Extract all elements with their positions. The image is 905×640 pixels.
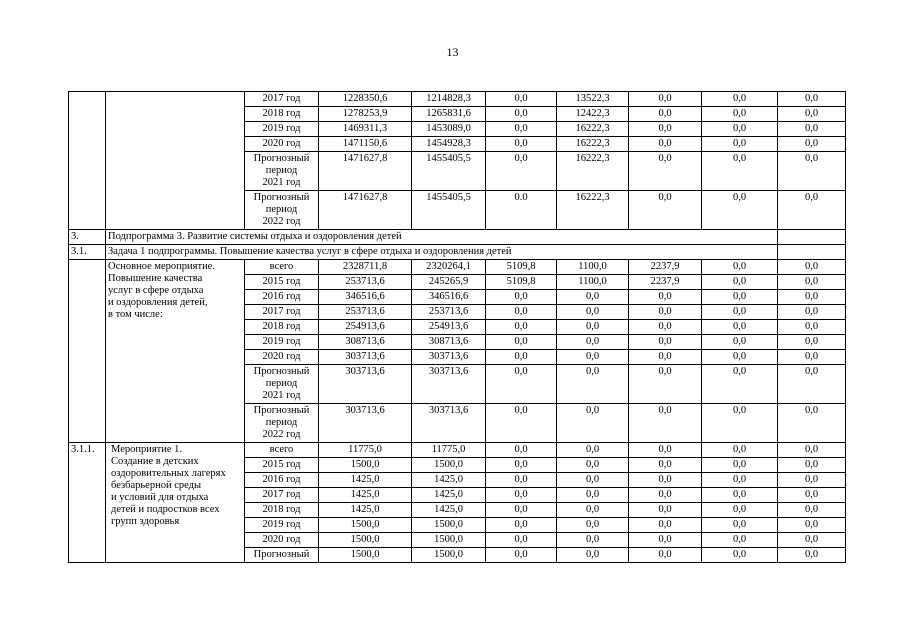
year-cell-forecast: Прогнозный период 2021 год — [245, 365, 319, 404]
year-cell: 2015 год — [245, 275, 319, 290]
value-cell: 0,0 — [702, 548, 778, 563]
value-cell: 1500,0 — [412, 533, 486, 548]
value-cell: 0,0 — [702, 152, 778, 191]
event-title-line: безбарьерной среды — [111, 480, 202, 491]
value-cell: 0,0 — [702, 92, 778, 107]
year-cell: 2016 год — [245, 473, 319, 488]
value-cell: 1453089,0 — [412, 122, 486, 137]
value-cell: 0,0 — [778, 107, 846, 122]
title-cell — [106, 92, 245, 230]
value-cell: 0,0 — [778, 290, 846, 305]
section-row — [69, 230, 846, 245]
value-cell: 2328711,8 — [319, 260, 412, 275]
value-cell: 0,0 — [702, 320, 778, 335]
table-row — [69, 92, 846, 107]
value-cell: 0,0 — [778, 305, 846, 320]
value-cell: 0,0 — [486, 290, 557, 305]
value-cell: 0,0 — [702, 473, 778, 488]
value-cell: 0,0 — [778, 518, 846, 533]
event-title-line: детей и подростков всех — [111, 504, 220, 515]
value-cell: 254913,6 — [412, 320, 486, 335]
value-cell: 0,0 — [778, 122, 846, 137]
section-tail — [778, 230, 846, 245]
section-title: Подпрограмма 3. Развитие системы отдыха и оздоровления детей — [106, 230, 778, 245]
value-cell: 0,0 — [702, 365, 778, 404]
value-cell: 0,0 — [486, 365, 557, 404]
value-cell: 0,0 — [702, 458, 778, 473]
value-cell: 0,0 — [557, 320, 629, 335]
value-cell: 16222,3 — [557, 122, 629, 137]
value-cell: 1425,0 — [319, 473, 412, 488]
value-cell: 0,0 — [778, 152, 846, 191]
value-cell: 0,0 — [778, 320, 846, 335]
value-cell: 11775,0 — [319, 443, 412, 458]
value-cell: 303713,6 — [319, 404, 412, 443]
value-cell: 2237,9 — [629, 260, 702, 275]
value-cell: 0,0 — [702, 290, 778, 305]
value-cell: 1471150,6 — [319, 137, 412, 152]
value-cell: 0,0 — [702, 533, 778, 548]
value-cell: 0,0 — [778, 92, 846, 107]
value-cell: 16222,3 — [557, 152, 629, 191]
value-cell: 1469311,3 — [319, 122, 412, 137]
value-cell: 0,0 — [629, 290, 702, 305]
value-cell: 0,0 — [778, 548, 846, 563]
code-cell — [69, 92, 106, 230]
value-cell: 1100,0 — [557, 260, 629, 275]
value-cell: 303713,6 — [319, 365, 412, 404]
value-cell: 0,0 — [629, 335, 702, 350]
section-row — [69, 245, 846, 260]
value-cell: 253713,6 — [319, 305, 412, 320]
event-title-line: групп здоровья — [111, 516, 180, 527]
value-cell: 0,0 — [702, 260, 778, 275]
year-cell-forecast: Прогнозный период 2022 год — [245, 191, 319, 230]
value-cell: 1454928,3 — [412, 137, 486, 152]
value-cell: 1425,0 — [319, 488, 412, 503]
value-cell: 0,0 — [557, 458, 629, 473]
year-cell: Прогнозный — [245, 548, 319, 563]
value-cell: 0,0 — [702, 275, 778, 290]
value-cell: 245265,9 — [412, 275, 486, 290]
year-cell: 2019 год — [245, 335, 319, 350]
code-cell — [69, 260, 106, 443]
value-cell: 0,0 — [778, 137, 846, 152]
value-cell: 0,0 — [629, 473, 702, 488]
event-title-line: услуг в сфере отдыха — [108, 285, 204, 296]
value-cell: 0,0 — [557, 518, 629, 533]
section-tail — [778, 245, 846, 260]
event-title-line: Основное мероприятие. — [108, 261, 215, 272]
section-title: Задача 1 подпрограммы. Повышение качества услуг в сфере отдыха и оздоровления детей — [106, 245, 778, 260]
value-cell: 1425,0 — [412, 488, 486, 503]
value-cell: 0,0 — [629, 404, 702, 443]
value-cell: 0,0 — [778, 191, 846, 230]
value-cell: 0,0 — [486, 335, 557, 350]
year-cell: 2020 год — [245, 350, 319, 365]
value-cell: 0,0 — [778, 488, 846, 503]
value-cell: 0,0 — [702, 488, 778, 503]
value-cell: 0.0 — [486, 191, 557, 230]
value-cell: 0,0 — [702, 122, 778, 137]
value-cell: 1455405,5 — [412, 152, 486, 191]
page-number: 13 — [446, 45, 459, 59]
value-cell: 0,0 — [486, 92, 557, 107]
value-cell: 0,0 — [557, 350, 629, 365]
value-cell: 16222,3 — [557, 191, 629, 230]
value-cell: 0,0 — [778, 260, 846, 275]
year-cell: 2017 год — [245, 488, 319, 503]
value-cell: 254913,6 — [319, 320, 412, 335]
event-title-line: Создание в детских — [111, 456, 199, 467]
value-cell: 1265831,6 — [412, 107, 486, 122]
year-cell-forecast: Прогнозный период 2021 год — [245, 152, 319, 191]
value-cell: 0,0 — [486, 107, 557, 122]
value-cell: 0,0 — [778, 335, 846, 350]
value-cell: 0,0 — [486, 518, 557, 533]
value-cell: 0,0 — [557, 404, 629, 443]
value-cell: 1471627,8 — [319, 152, 412, 191]
value-cell: 1500,0 — [412, 458, 486, 473]
value-cell: 1455405,5 — [412, 191, 486, 230]
year-cell-forecast: Прогнозный период 2022 год — [245, 404, 319, 443]
value-cell: 5109,8 — [486, 275, 557, 290]
value-cell: 0,0 — [557, 305, 629, 320]
value-cell: 0,0 — [486, 458, 557, 473]
value-cell: 0,0 — [778, 443, 846, 458]
table-row — [69, 443, 846, 458]
value-cell: 0,0 — [629, 533, 702, 548]
section-code: 3. — [69, 230, 106, 245]
value-cell: 0,0 — [778, 473, 846, 488]
value-cell: 0,0 — [778, 503, 846, 518]
value-cell: 0,0 — [629, 488, 702, 503]
value-cell: 0,0 — [702, 191, 778, 230]
value-cell: 253713,6 — [319, 275, 412, 290]
value-cell: 2237,9 — [629, 275, 702, 290]
year-cell: 2018 год — [245, 107, 319, 122]
value-cell: 0,0 — [702, 335, 778, 350]
value-cell: 0,0 — [702, 518, 778, 533]
value-cell: 0,0 — [778, 458, 846, 473]
value-cell: 11775,0 — [412, 443, 486, 458]
event-title-line: и оздоровления детей, — [108, 297, 208, 308]
value-cell: 308713,6 — [412, 335, 486, 350]
value-cell: 0,0 — [778, 350, 846, 365]
value-cell: 303713,6 — [412, 404, 486, 443]
event-title-line: Мероприятие 1. — [111, 444, 183, 455]
value-cell: 0,0 — [557, 335, 629, 350]
section-code: 3.1. — [69, 245, 106, 260]
value-cell: 0,0 — [778, 275, 846, 290]
value-cell: 0,0 — [629, 107, 702, 122]
value-cell: 0,0 — [629, 137, 702, 152]
value-cell: 0,0 — [629, 92, 702, 107]
value-cell: 1500,0 — [319, 533, 412, 548]
value-cell: 0,0 — [629, 503, 702, 518]
value-cell: 1500,0 — [319, 458, 412, 473]
value-cell: 0,0 — [557, 473, 629, 488]
value-cell: 1228350,6 — [319, 92, 412, 107]
value-cell: 1500,0 — [319, 548, 412, 563]
value-cell: 12422,3 — [557, 107, 629, 122]
value-cell: 1100,0 — [557, 275, 629, 290]
budget-table — [68, 91, 846, 563]
value-cell: 0,0 — [486, 137, 557, 152]
value-cell: 1471627,8 — [319, 191, 412, 230]
value-cell: 1500,0 — [319, 518, 412, 533]
value-cell: 0,0 — [629, 365, 702, 404]
value-cell: 303713,6 — [412, 365, 486, 404]
year-cell: 2017 год — [245, 92, 319, 107]
year-cell: 2019 год — [245, 122, 319, 137]
value-cell: 0,0 — [557, 548, 629, 563]
value-cell: 1425,0 — [412, 473, 486, 488]
value-cell: 0,0 — [486, 473, 557, 488]
value-cell: 0,0 — [778, 365, 846, 404]
value-cell: 0,0 — [702, 350, 778, 365]
value-cell: 303713,6 — [412, 350, 486, 365]
value-cell: 0,0 — [629, 548, 702, 563]
year-cell: всего — [245, 260, 319, 275]
event-title-line: Повышение качества — [108, 273, 203, 284]
value-cell: 0,0 — [486, 548, 557, 563]
value-cell: 0,0 — [557, 365, 629, 404]
value-cell: 346516,6 — [319, 290, 412, 305]
value-cell: 253713,6 — [412, 305, 486, 320]
value-cell: 0,0 — [486, 404, 557, 443]
value-cell: 0,0 — [486, 152, 557, 191]
value-cell: 0,0 — [486, 305, 557, 320]
value-cell: 0,0 — [702, 305, 778, 320]
year-cell: 2019 год — [245, 518, 319, 533]
event-title-line: в том числе: — [108, 309, 163, 320]
value-cell: 0,0 — [486, 443, 557, 458]
value-cell: 0,0 — [702, 503, 778, 518]
value-cell: 16222,3 — [557, 137, 629, 152]
value-cell: 0,0 — [557, 488, 629, 503]
value-cell: 0,0 — [702, 137, 778, 152]
year-cell: 2018 год — [245, 503, 319, 518]
value-cell: 0,0 — [557, 533, 629, 548]
value-cell: 308713,6 — [319, 335, 412, 350]
value-cell: 0,0 — [557, 443, 629, 458]
value-cell: 2320264,1 — [412, 260, 486, 275]
value-cell: 0,0 — [486, 488, 557, 503]
value-cell: 0,0 — [702, 107, 778, 122]
value-cell: 0,0 — [486, 320, 557, 335]
value-cell: 1500,0 — [412, 518, 486, 533]
value-cell: 0,0 — [486, 533, 557, 548]
event-title-line: и условий для отдыха — [111, 492, 209, 503]
year-cell: 2020 год — [245, 137, 319, 152]
value-cell: 13522,3 — [557, 92, 629, 107]
value-cell: 0,0 — [702, 443, 778, 458]
value-cell: 0,0 — [486, 350, 557, 365]
value-cell: 1500,0 — [412, 548, 486, 563]
value-cell: 1425,0 — [412, 503, 486, 518]
value-cell: 0,0 — [629, 350, 702, 365]
value-cell: 0,0 — [557, 290, 629, 305]
value-cell: 0,0 — [629, 443, 702, 458]
value-cell: 0,0 — [629, 305, 702, 320]
year-cell: 2018 год — [245, 320, 319, 335]
value-cell: 5109,8 — [486, 260, 557, 275]
value-cell: 1214828,3 — [412, 92, 486, 107]
event-title — [106, 260, 245, 443]
event-code: 3.1.1. — [69, 443, 106, 563]
value-cell: 0,0 — [486, 122, 557, 137]
year-cell: 2017 год — [245, 305, 319, 320]
value-cell: 0,0 — [629, 320, 702, 335]
value-cell: 303713,6 — [319, 350, 412, 365]
value-cell: 1425,0 — [319, 503, 412, 518]
value-cell: 0,0 — [629, 458, 702, 473]
value-cell: 0,0 — [778, 404, 846, 443]
value-cell: 0,0 — [486, 503, 557, 518]
event-title — [106, 443, 245, 563]
value-cell: 1278253,9 — [319, 107, 412, 122]
year-cell: 2020 год — [245, 533, 319, 548]
value-cell: 0,0 — [778, 533, 846, 548]
value-cell: 346516,6 — [412, 290, 486, 305]
value-cell: 0,0 — [629, 191, 702, 230]
value-cell: 0,0 — [702, 404, 778, 443]
value-cell: 0,0 — [629, 122, 702, 137]
year-cell: 2016 год — [245, 290, 319, 305]
value-cell: 0,0 — [557, 503, 629, 518]
value-cell: 0,0 — [629, 518, 702, 533]
event-title-line: оздоровительных лагерях — [111, 468, 226, 479]
year-cell: всего — [245, 443, 319, 458]
table-row — [69, 260, 846, 275]
value-cell: 0,0 — [629, 152, 702, 191]
year-cell: 2015 год — [245, 458, 319, 473]
